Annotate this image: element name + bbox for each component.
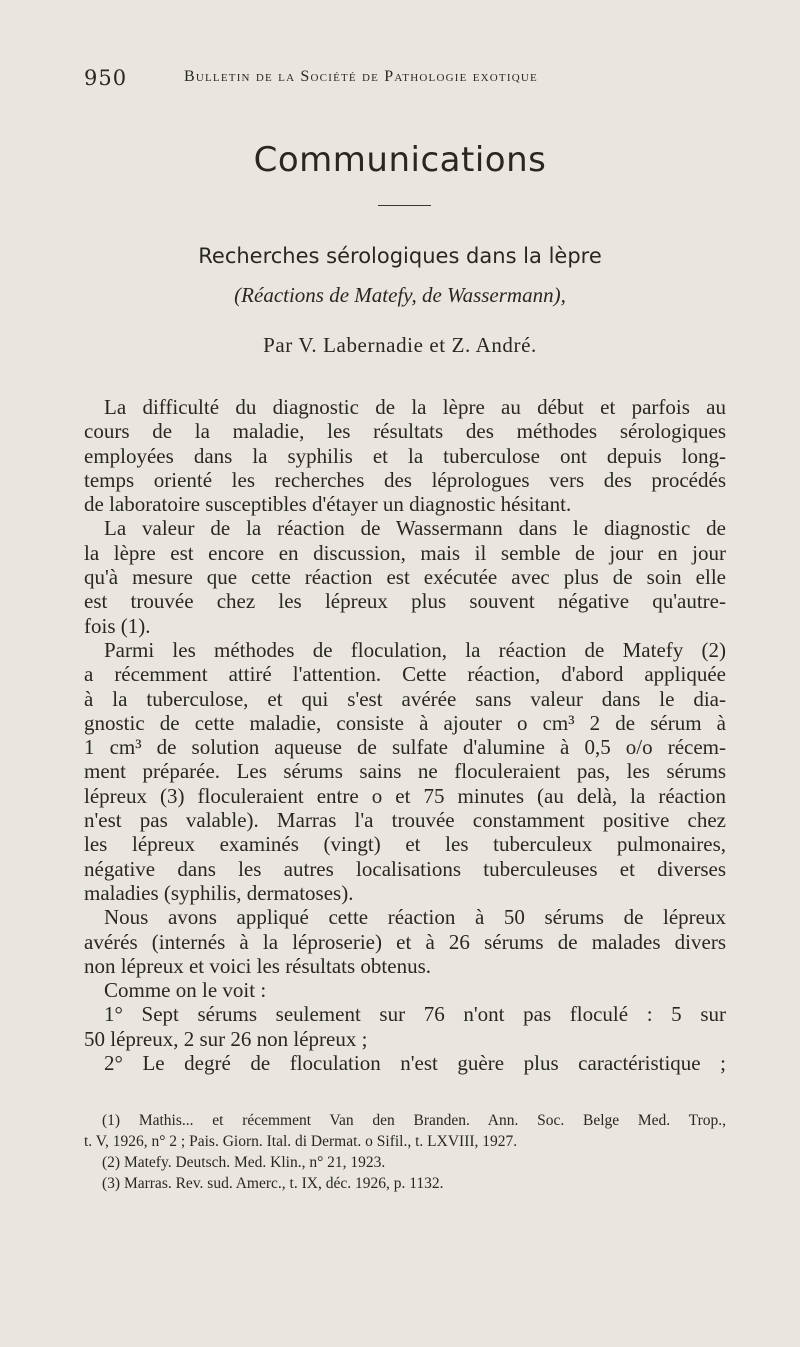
body-line: Comme on le voit : [104, 978, 267, 1003]
page-number: 950 [84, 66, 128, 90]
body-line: maladies (syphilis, dermatoses). [84, 880, 354, 905]
body-line: non lépreux et voici les résultats obtenus. [84, 953, 432, 978]
body-line: 1° Sept sérums seulement sur 76 n'ont pas floculé : 5 sur [104, 1002, 726, 1027]
footnote-line: (3) Marras. Rev. sud. Amerc., t. IX, déc. 1926, p. 1132. [102, 1175, 444, 1192]
body-line: 50 lépreux, 2 sur 26 non lépreux ; [84, 1026, 368, 1051]
footnote-line: (1) Mathis... et récemment Van den Branden. Ann. Soc. Belge Med. Trop., [102, 1112, 726, 1129]
article-title: Recherches sérologiques dans la lèpre [198, 244, 602, 268]
body-line: les lépreux examinés (vingt) et les tuberculeux pulmonaires, [84, 832, 726, 857]
section-title: Communications [253, 140, 547, 180]
body-line: Parmi les méthodes de floculation, la réaction de Matefy (2) [104, 637, 726, 662]
article-authors: Par V. Labernadie et Z. André. [263, 333, 537, 357]
article-subtitle: (Réactions de Matefy, de Wassermann), [234, 283, 566, 307]
body-line: la lèpre est encore en discussion, mais il semble de jour en jour [84, 540, 726, 565]
body-line: avérés (internés à la léproserie) et à 26 sérums de malades divers [84, 929, 726, 954]
article-body [84, 395, 726, 1075]
body-line: gnostic de cette maladie, consiste à ajouter o cm³ 2 de sérum à [84, 710, 726, 735]
body-line: de laboratoire susceptibles d'étayer un diagnostic hésitant. [84, 492, 572, 517]
body-line: employées dans la syphilis et la tuberculose ont depuis long- [84, 443, 726, 468]
body-line: est trouvée chez les lépreux plus souvent négative qu'autre- [84, 589, 726, 614]
body-line: temps orienté les recherches des léprologues vers des procédés [84, 467, 726, 492]
body-line: a récemment attiré l'attention. Cette réaction, d'abord appliquée [84, 662, 726, 687]
body-line: qu'à mesure que cette réaction est exécutée avec plus de soin elle [84, 565, 726, 590]
page-header [84, 66, 724, 96]
body-line: cours de la maladie, les résultats des méthodes sérologiques [84, 419, 726, 444]
body-line: ment préparée. Les sérums sains ne floculeraient pas, les sérums [84, 759, 726, 784]
body-line: fois (1). [84, 613, 151, 638]
body-line: négative dans les autres localisations tuberculeuses et diverses [84, 856, 726, 881]
footnote-line: (2) Matefy. Deutsch. Med. Klin., n° 21, 1923. [102, 1154, 386, 1171]
running-title: Bulletin de la Société de Pathologie exotique [184, 68, 538, 85]
body-line: n'est pas valable). Marras l'a trouvée constamment positive chez [84, 808, 726, 833]
body-line: Nous avons appliqué cette réaction à 50 sérums de lépreux [104, 905, 726, 930]
body-line: 2° Le degré de floculation n'est guère plus caractéristique ; [104, 1051, 726, 1076]
body-line: La valeur de la réaction de Wassermann dans le diagnostic de [104, 516, 726, 541]
body-line: La difficulté du diagnostic de la lèpre au début et parfois au [104, 395, 726, 419]
body-line: à la tuberculose, et qui s'est avérée sans valeur dans le dia- [84, 686, 726, 711]
body-line: lépreux (3) floculeraient entre o et 75 minutes (au delà, la réaction [84, 783, 726, 808]
body-line: 1 cm³ de solution aqueuse de sulfate d'alumine à 0,5 o/o récem- [84, 735, 726, 760]
footnote-line: t. V, 1926, n° 2 ; Pais. Giorn. Ital. di Dermat. o Sifil., t. LXVIII, 1927. [84, 1133, 518, 1150]
footnotes [84, 1110, 726, 1194]
title-divider [378, 205, 431, 206]
